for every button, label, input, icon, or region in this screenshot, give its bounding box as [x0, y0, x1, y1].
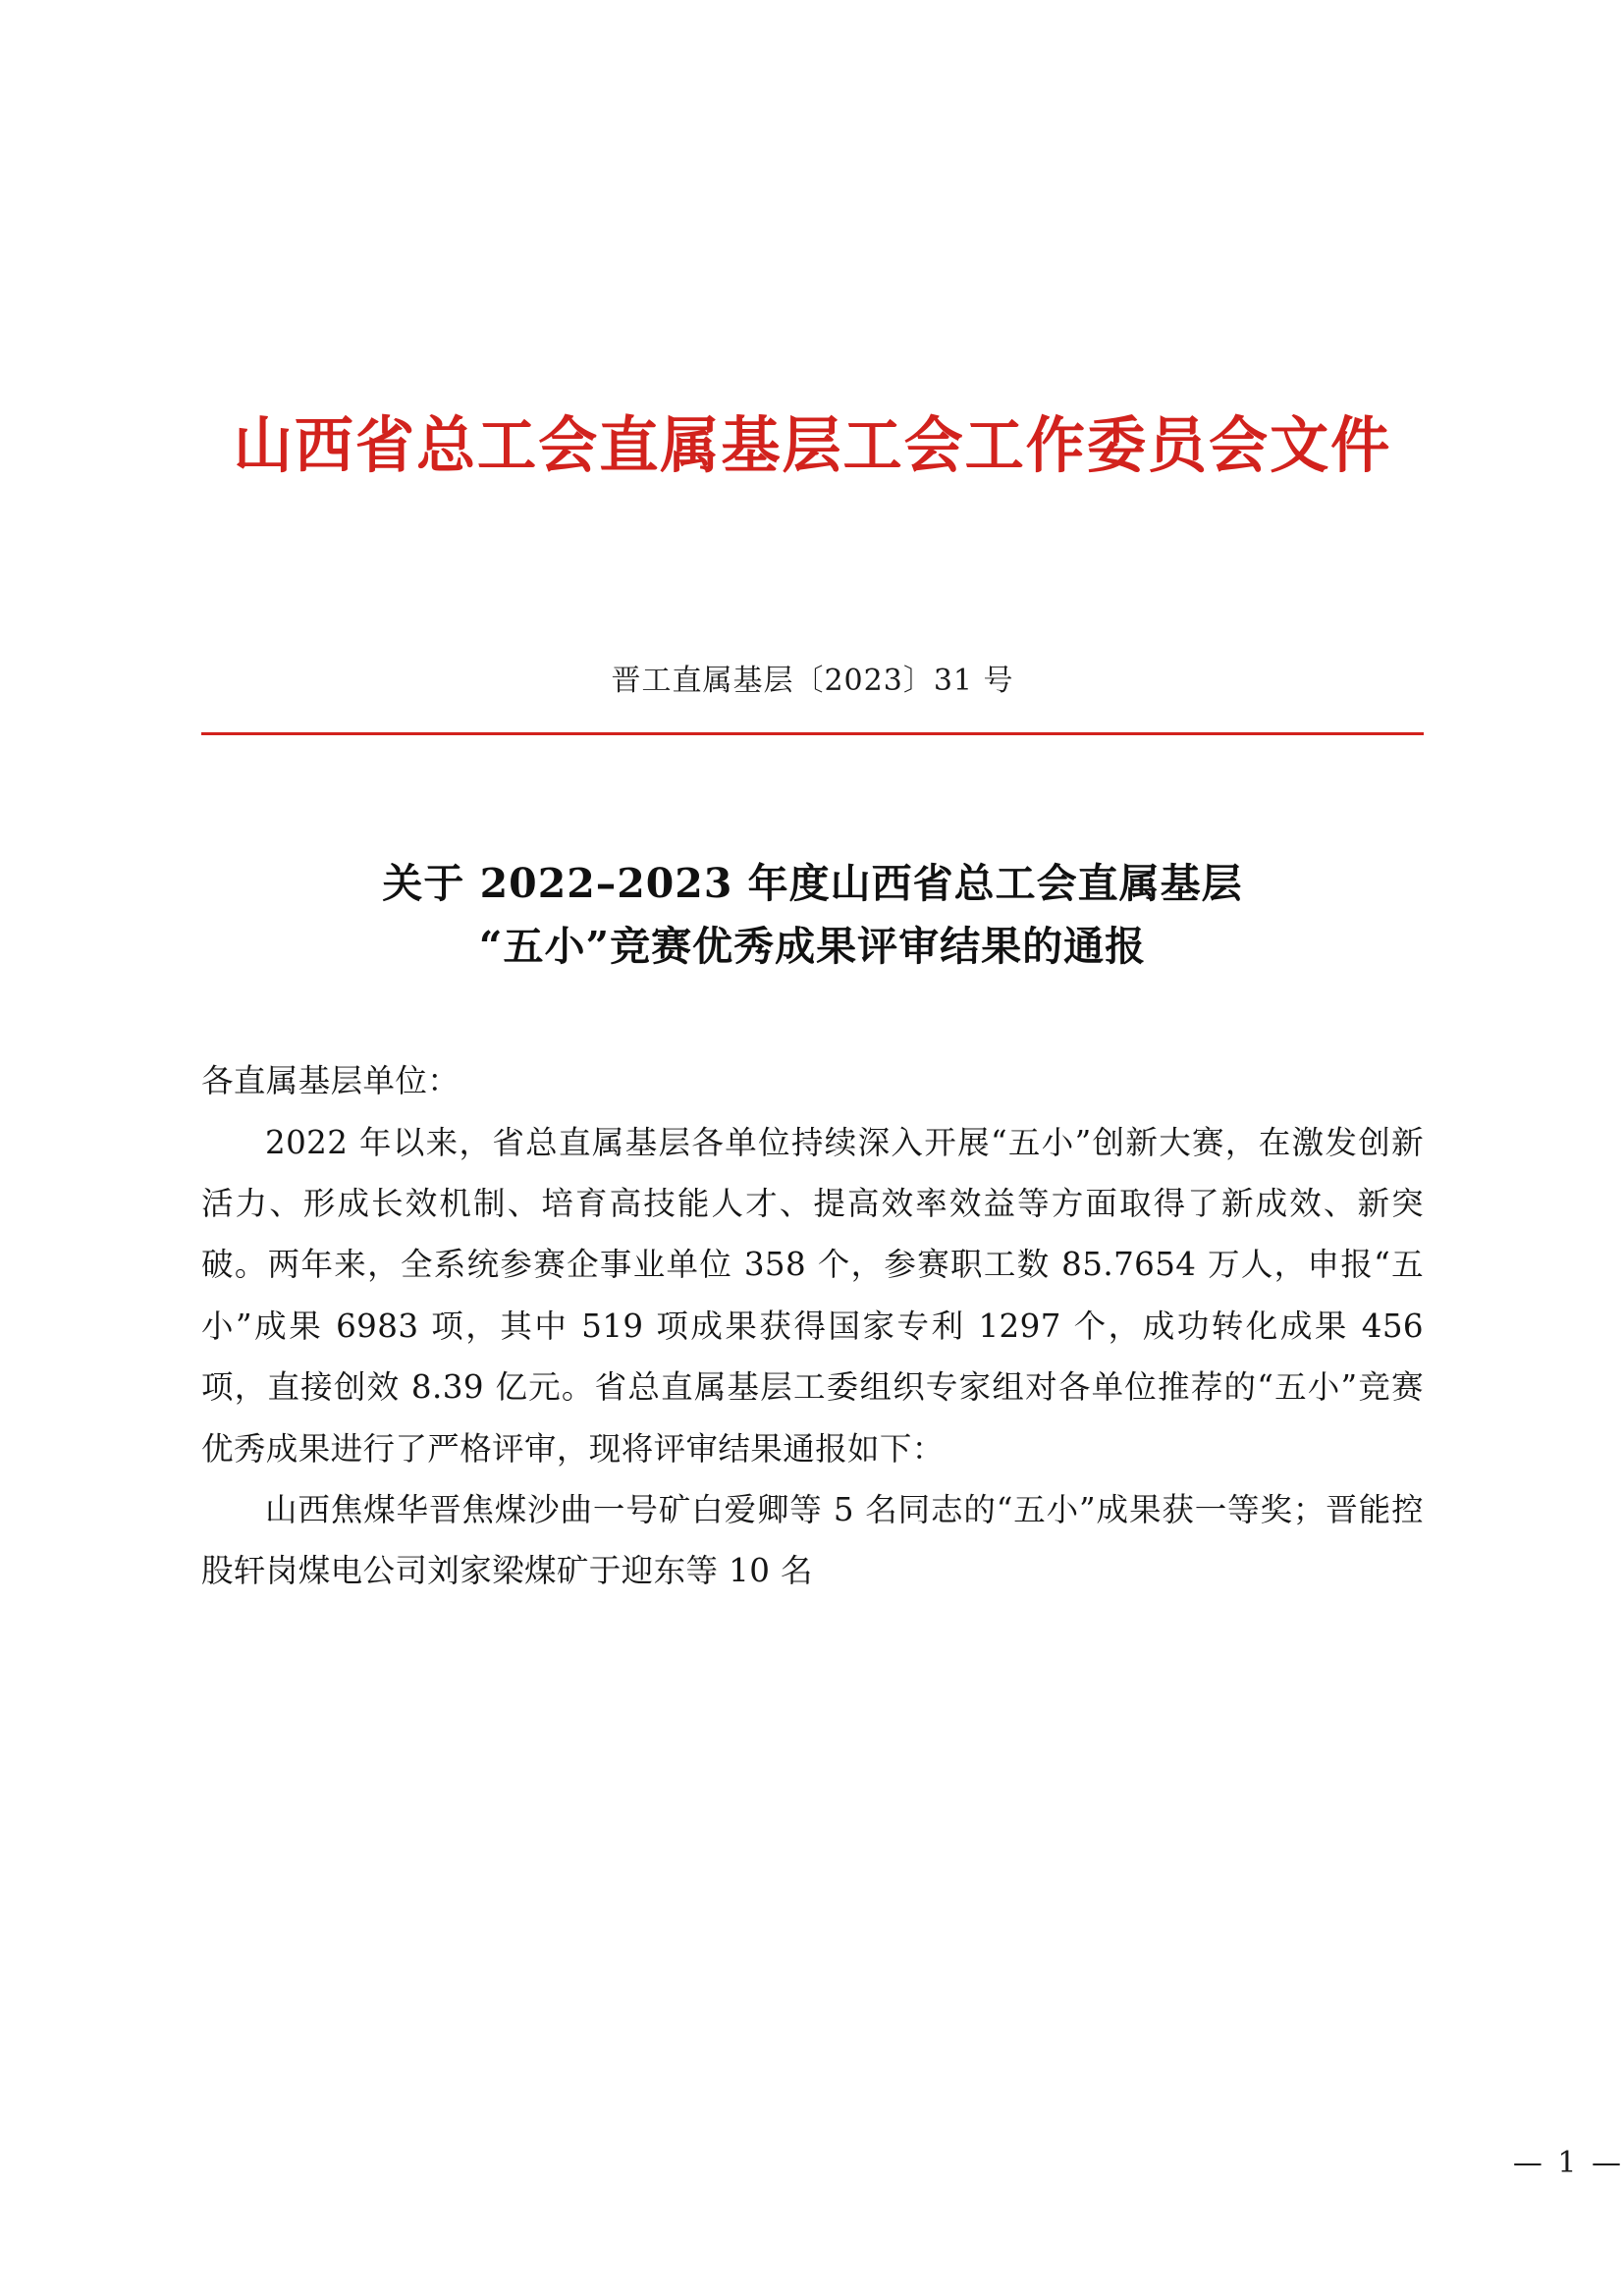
document-title-line-2: “五小”竞赛优秀成果评审结果的通报 — [478, 922, 1147, 970]
document-content — [201, 0, 1424, 2296]
document-number: 晋工直属基层〔2023〕31 号 — [611, 664, 1014, 699]
document-title — [201, 853, 1424, 978]
document-body — [201, 1050, 1424, 1602]
page-number: — 1 — — [1512, 2146, 1624, 2180]
body-paragraph-1: 2022 年以来，省总直属基层各单位持续深入开展“五小”创新大赛，在激发创新活力、形成长效机制、培育高技能人才、提高效率效益等方面取得了新成效、新突破。两年来，全系统参赛企事业单位 358 个，参赛职工数 85.7654 万人，申报“五小”成果 6983 项，其中 519 项成果获得国家专利 1297 个，成功转化成果 456 项，直接创效 8.39 亿元。省总直属基层工委组织专家组对各单位推荐的“五小”竞赛优秀成果进行了严格评审，现将评审结果通报如下： — [201, 1123, 1424, 1468]
page-number-footer — [402, 2146, 1624, 2180]
document-masthead: 山西省总工会直属基层工会工作委员会文件 — [233, 409, 1392, 481]
body-paragraph-2: 山西焦煤华晋焦煤沙曲一号矿白爱卿等 5 名同志的“五小”成果获一等奖；晋能控股轩岗煤电公司刘家梁煤矿于迎东等 10 名 — [201, 1491, 1424, 1590]
salutation: 各直属基层单位： — [201, 1062, 460, 1100]
document-title-line-1: 关于 2022–2023 年度山西省总工会直属基层 — [382, 860, 1243, 908]
red-divider-rule — [201, 732, 1424, 735]
